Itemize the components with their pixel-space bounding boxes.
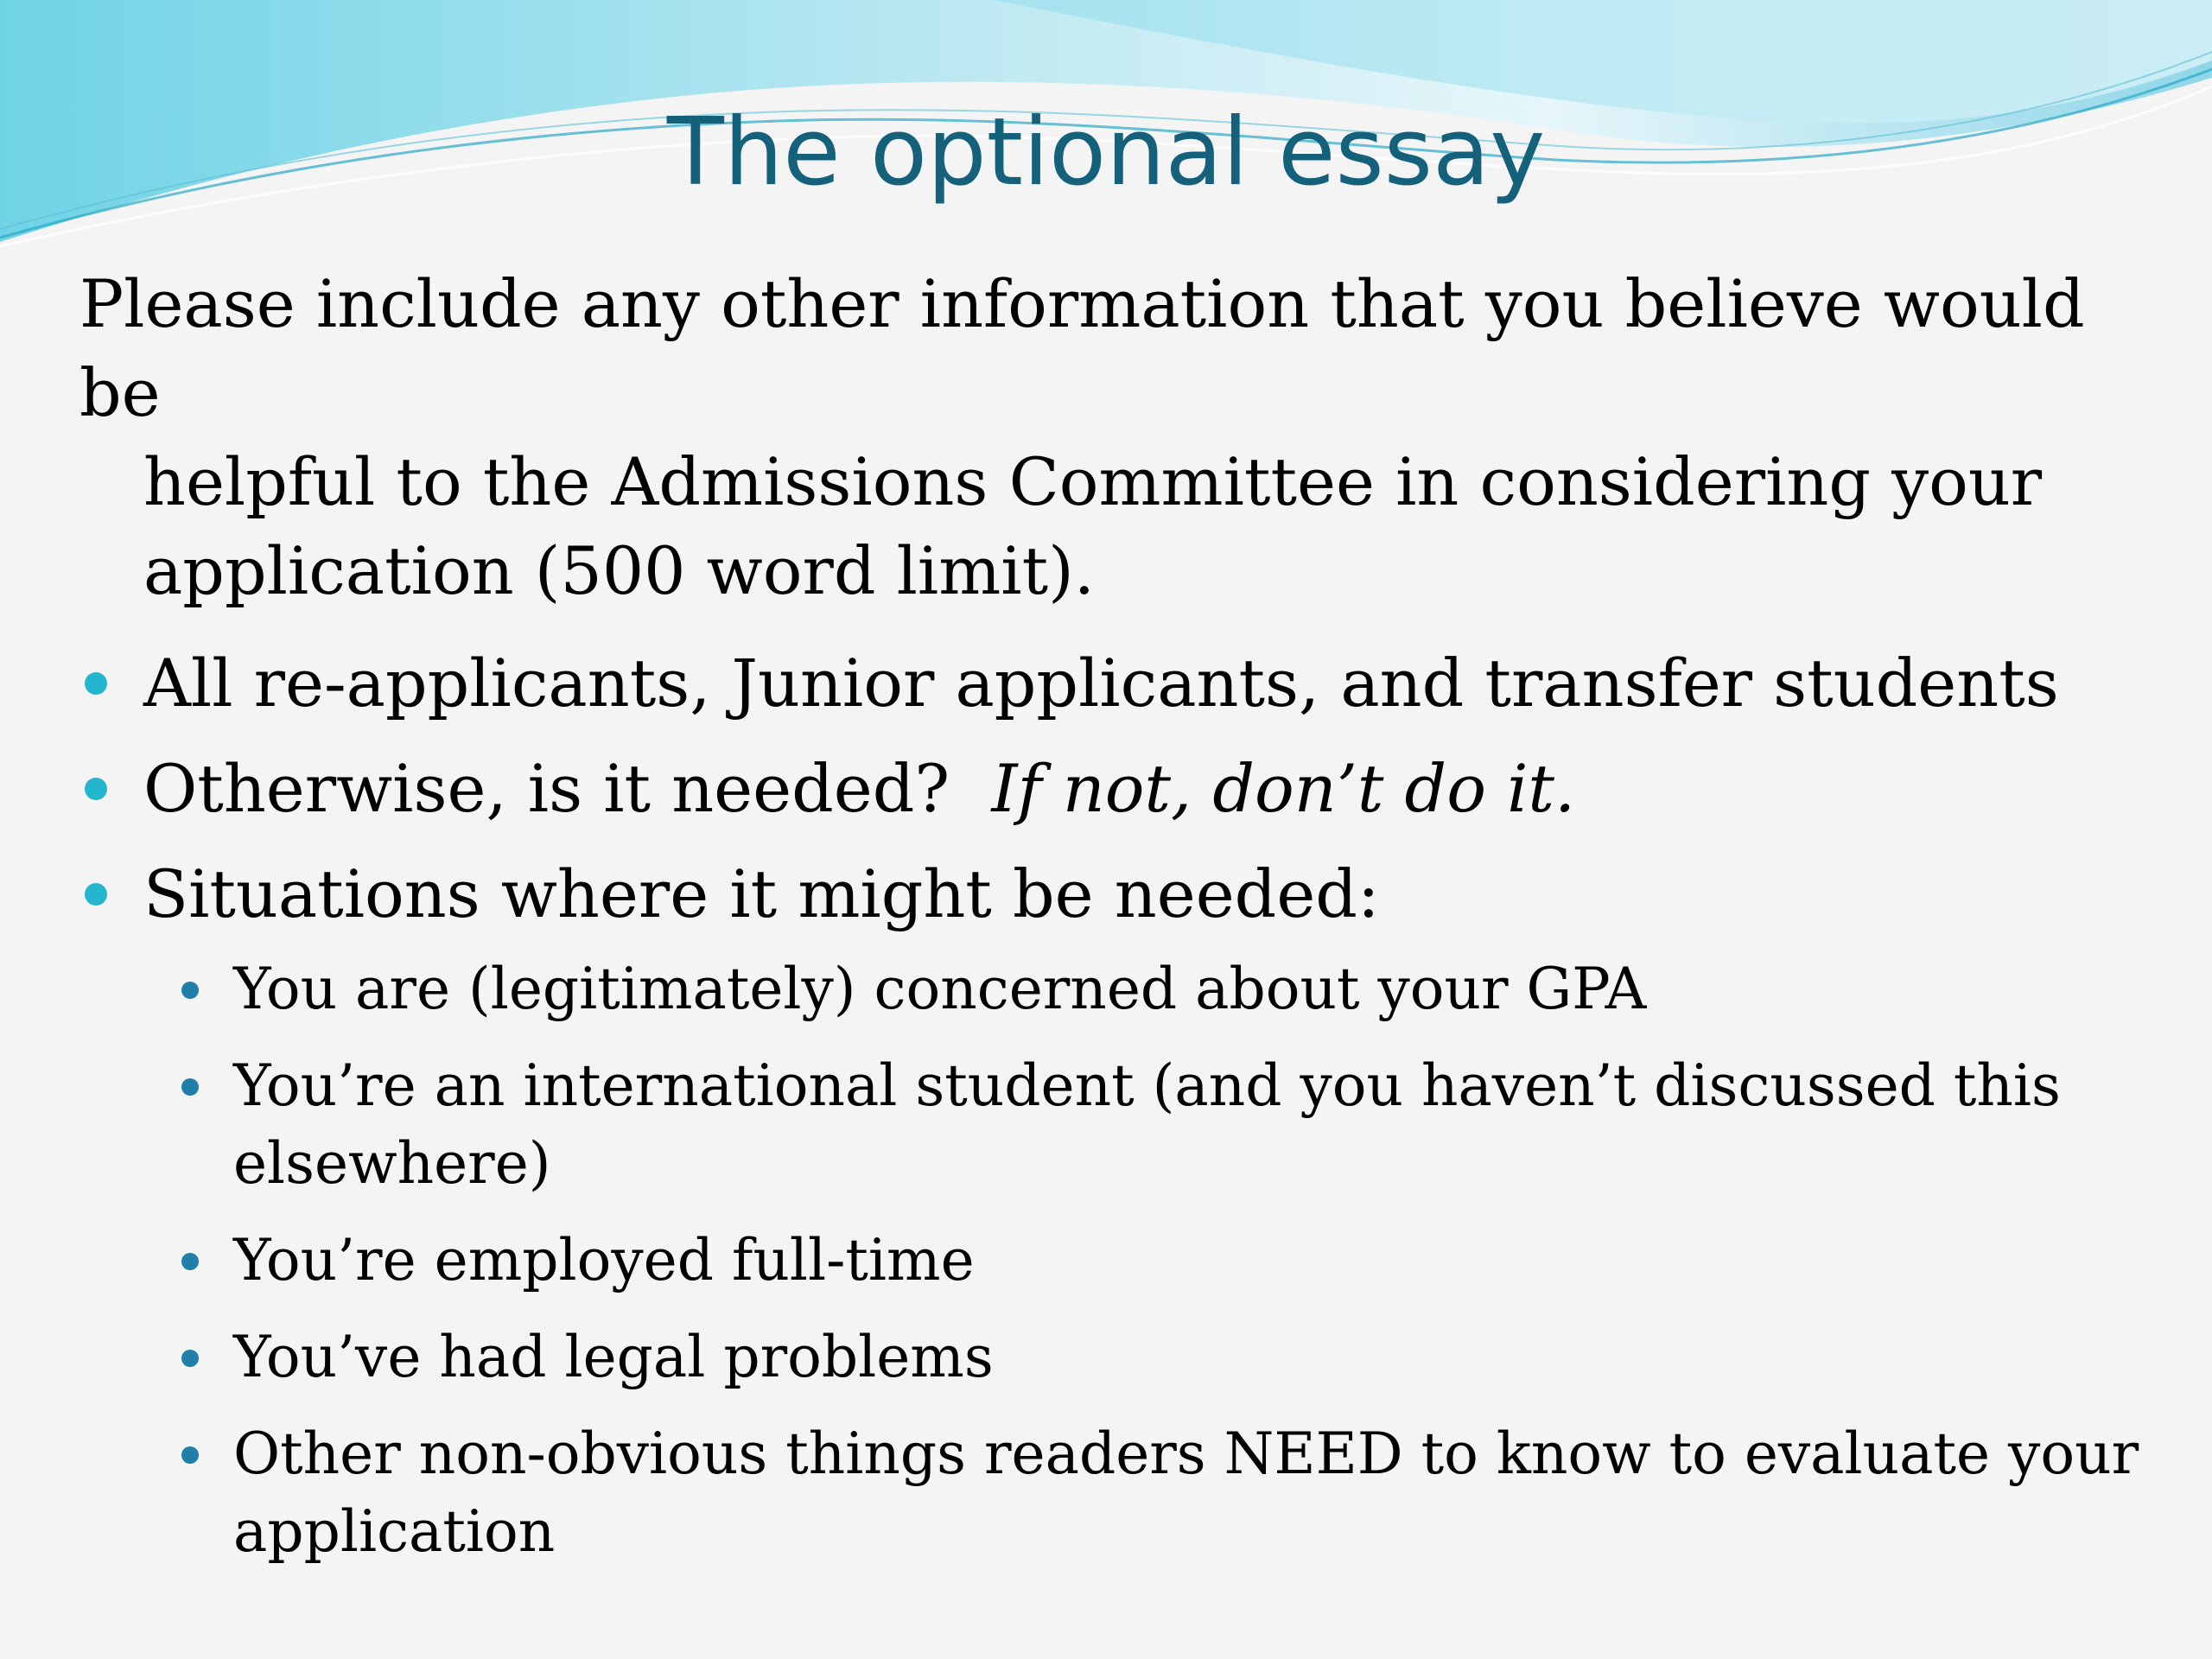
bullet-list bbox=[79, 639, 2171, 1590]
intro-line: helpful to the Admissions Committee in considering your bbox=[143, 443, 2043, 520]
intro-line: Please include any other information that you believe would be bbox=[79, 265, 2085, 431]
bullet-text: All re-applicants, Junior applicants, and transfer students bbox=[143, 645, 2059, 721]
bullet-dot-icon bbox=[85, 672, 107, 695]
sub-bullet-text: elsewhere) bbox=[233, 1130, 551, 1197]
sub-bullet-text: You’ve had legal problems bbox=[233, 1324, 994, 1390]
sub-bullet-item bbox=[79, 950, 2171, 1028]
sub-bullet-item bbox=[79, 1047, 2171, 1203]
sub-bullet-list bbox=[79, 950, 2171, 1571]
intro-line: application (500 word limit). bbox=[143, 532, 1095, 609]
slide-title: The optional essay bbox=[666, 99, 1546, 207]
sub-bullet-dot-icon bbox=[181, 1253, 199, 1270]
sub-bullet-text: Other non-obvious things readers NEED to know to evaluate your bbox=[233, 1421, 2139, 1487]
sub-bullet-text: You’re employed full-time bbox=[233, 1227, 975, 1294]
sub-bullet-dot-icon bbox=[181, 1350, 199, 1367]
sub-bullet-text: application bbox=[233, 1498, 556, 1565]
sub-bullet-dot-icon bbox=[181, 1078, 199, 1096]
sub-bullet-text: You are (legitimately) concerned about your GPA bbox=[233, 956, 1647, 1022]
bullet-dot-icon bbox=[85, 883, 107, 906]
bullet-item bbox=[79, 745, 2171, 833]
sub-bullet-text: You’re an international student (and you haven’t discussed this bbox=[233, 1052, 2061, 1119]
bullet-item bbox=[79, 639, 2171, 728]
bullet-text: Situations where it might be needed: bbox=[143, 855, 1380, 932]
sub-bullet-dot-icon bbox=[181, 1446, 199, 1464]
intro-paragraph bbox=[79, 259, 2153, 615]
bullet-text: Otherwise, is it needed? bbox=[143, 750, 992, 827]
sub-bullet-item bbox=[79, 1222, 2171, 1300]
bullet-dot-icon bbox=[85, 778, 107, 800]
sub-bullet-item bbox=[79, 1415, 2171, 1571]
sub-bullet-item bbox=[79, 1319, 2171, 1396]
sub-bullet-dot-icon bbox=[181, 982, 199, 999]
bullet-item bbox=[79, 850, 2171, 1571]
bullet-emphasis: If not, don’t do it. bbox=[991, 750, 1576, 827]
